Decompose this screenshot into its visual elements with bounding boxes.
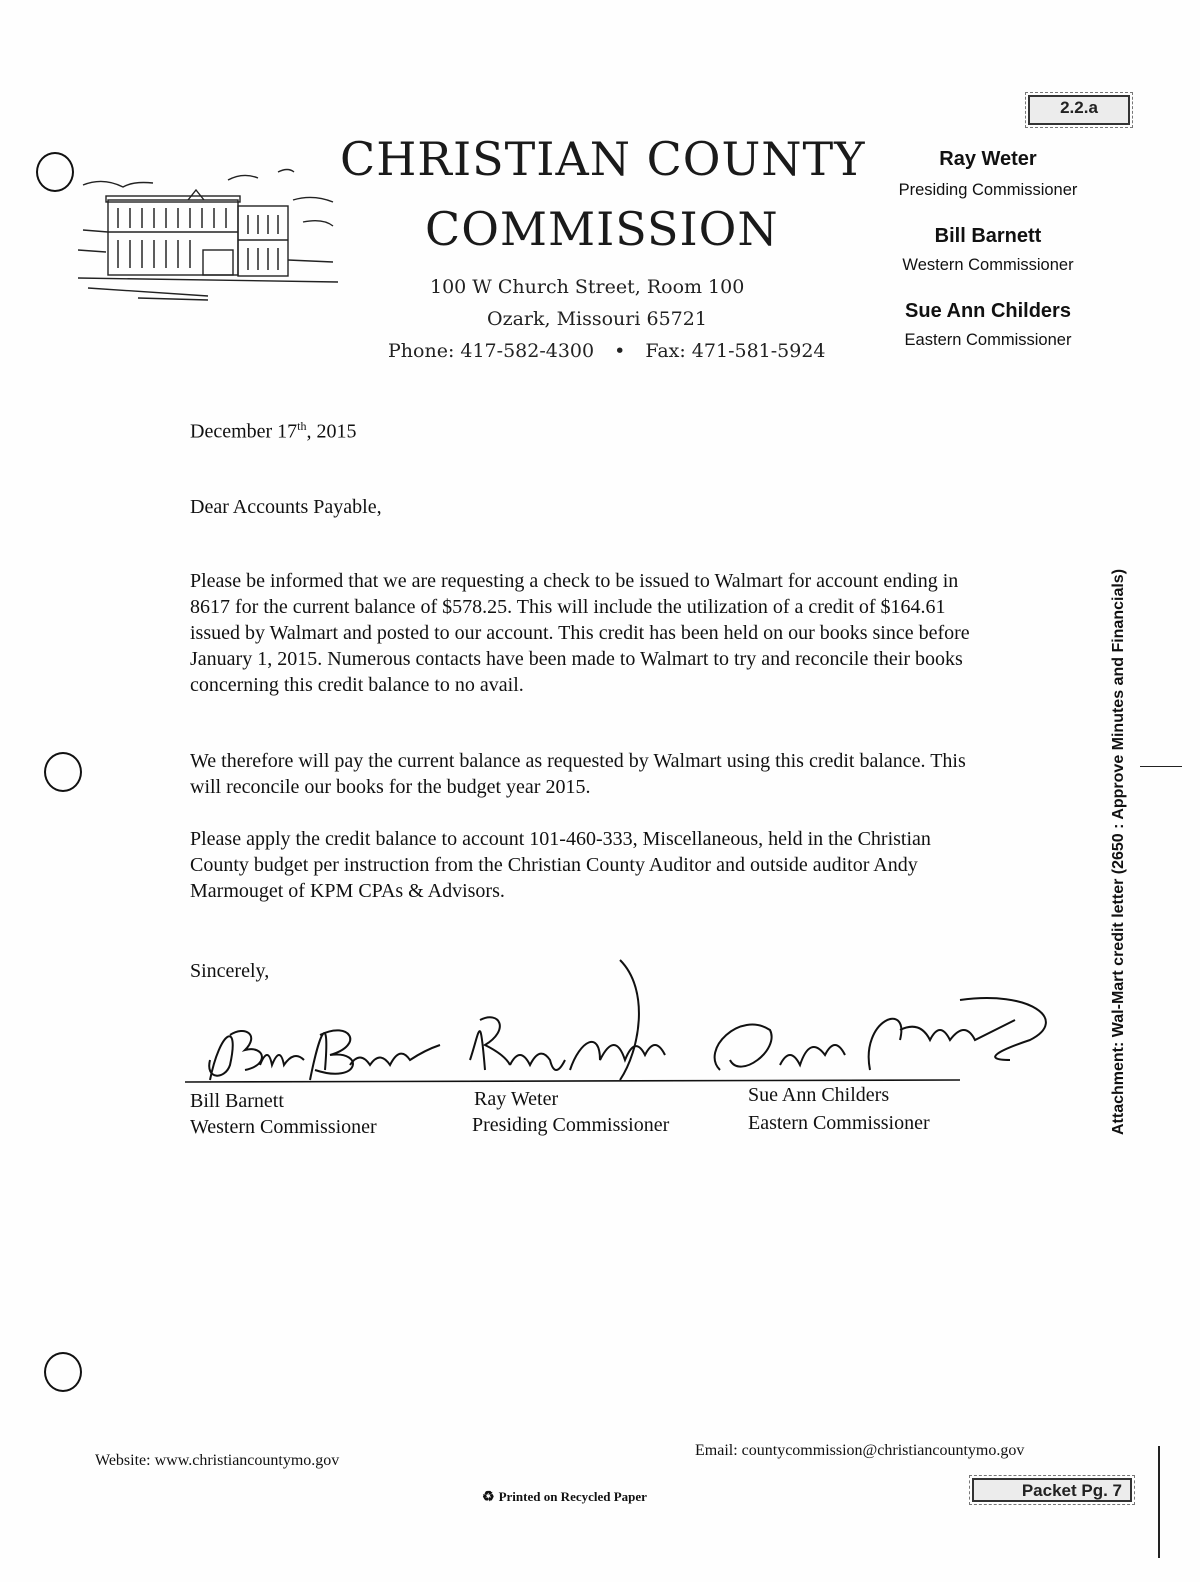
- commissioner-name-2: Bill Barnett: [934, 225, 1042, 247]
- commissioner-role-1: Presiding Commissioner: [898, 181, 1078, 199]
- courthouse-drawing-icon: [78, 160, 338, 310]
- signatory-1-name: Bill Barnett: [190, 1090, 284, 1112]
- signatory-2-name: Ray Weter: [474, 1088, 559, 1110]
- signatory-2-title: Presiding Commissioner: [472, 1114, 670, 1136]
- recycled-text: Printed on Recycled Paper: [498, 1489, 647, 1504]
- paragraph-3: Please apply the credit balance to account 101-460-333, Miscellaneous, held in the Christian County budget per instruction from the Christian County Auditor and outside auditor Andy Marmouget of KPM CPAs & Advisors.: [190, 828, 931, 902]
- margin-line: [1158, 1446, 1160, 1558]
- signatory-1-title: Western Commissioner: [190, 1116, 377, 1138]
- footer-email: Email: countycommission@christiancountymo.gov: [695, 1442, 1025, 1459]
- commissioner-name-3: Sue Ann Childers: [905, 300, 1071, 322]
- address-line1: 100 W Church Street, Room 100: [430, 276, 745, 298]
- phone: Phone: 417-582-4300: [388, 340, 595, 362]
- packet-page-badge: Packet Pg. 7: [972, 1478, 1132, 1502]
- phone-fax-line: [388, 340, 826, 362]
- date-superscript: th: [297, 419, 307, 433]
- signatory-3-name: Sue Ann Childers: [748, 1084, 890, 1106]
- commissioner-role-2: Western Commissioner: [902, 256, 1074, 274]
- punch-hole-middle: [44, 752, 82, 792]
- margin-mark: [1140, 766, 1182, 767]
- footer-website: Website: www.christiancountymo.gov: [95, 1452, 340, 1469]
- salutation: Dear Accounts Payable,: [190, 496, 382, 518]
- attachment-side-label: Attachment: Wal-Mart credit letter (2650 : Approve Minutes and Financials): [1110, 568, 1127, 1135]
- commissioner-role-3: Eastern Commissioner: [904, 331, 1072, 349]
- paragraph-1: Please be informed that we are requesting a check to be issued to Walmart for account ending in 8617 for the current balance of $578.25. This will include the utilization of a credit of $164.61 issued by Walmart and posted to our account. This credit has been held on our books since before January 1, 2015. Numerous contacts have been made to Walmart to try and reconcile their books concerning this credit balance to no avail.: [190, 570, 970, 696]
- date-year: , 2015: [306, 420, 357, 443]
- signatory-3-title: Eastern Commissioner: [748, 1112, 930, 1134]
- commission-title-line1: CHRISTIAN COUNTY: [340, 132, 866, 186]
- closing: Sincerely,: [190, 960, 270, 982]
- paragraph-2: We therefore will pay the current balance as requested by Walmart using this credit balance. This will reconcile our books for the budget year 2015.: [190, 750, 966, 798]
- punch-hole-top: [36, 152, 74, 192]
- separator-dot: •: [614, 340, 626, 362]
- commissioner-name-1: Ray Weter: [939, 148, 1037, 170]
- letter-date: [190, 413, 1010, 445]
- recycle-icon: ♻: [482, 1490, 495, 1505]
- recycled-note: [482, 1489, 647, 1506]
- item-badge: 2.2.a: [1028, 95, 1130, 125]
- punch-hole-bottom: [44, 1352, 82, 1392]
- address-line2: Ozark, Missouri 65721: [487, 308, 707, 330]
- fax: Fax: 471-581-5924: [645, 340, 826, 362]
- handwritten-signatures: [180, 950, 1060, 1090]
- date-main: December 17: [190, 420, 298, 443]
- commission-title-line2: COMMISSION: [425, 202, 779, 256]
